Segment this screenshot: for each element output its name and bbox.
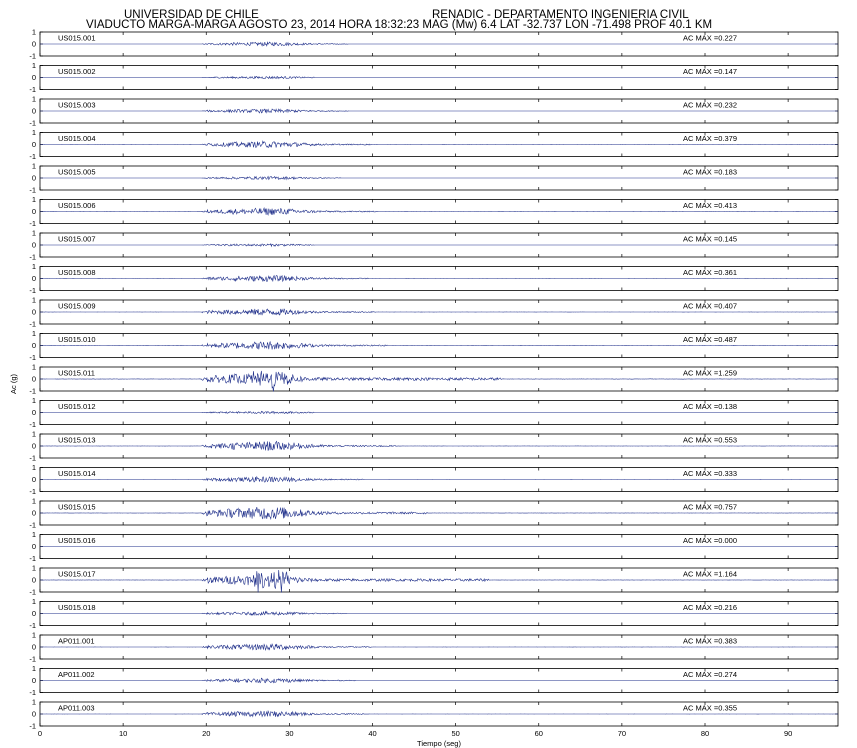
channel-panel <box>29 128 838 161</box>
y-tick-label: 0 <box>31 341 36 350</box>
y-tick-label: -1 <box>29 85 36 94</box>
channel-panel <box>29 28 838 61</box>
x-axis-label: Tiempo (seg) <box>417 739 461 748</box>
channel-panel <box>29 229 838 262</box>
y-tick-label: 0 <box>31 140 36 149</box>
channel-panel <box>29 463 838 496</box>
x-tick-label: 50 <box>451 729 460 738</box>
channel-label: US015.018 <box>58 603 96 612</box>
y-tick-label: 1 <box>31 128 36 137</box>
ac-max-label: AC MAX =0.757 <box>683 502 737 512</box>
y-tick-label: 1 <box>31 664 36 673</box>
waveform-line <box>40 42 838 46</box>
channel-label: US015.008 <box>58 268 96 277</box>
waveform-line <box>40 411 838 413</box>
waveform-line <box>40 76 838 78</box>
channel-panel <box>29 195 838 228</box>
y-tick-label: -1 <box>29 353 36 362</box>
x-tick-label: 40 <box>368 729 377 738</box>
y-tick-label: 1 <box>31 697 36 707</box>
ac-max-label: AC MAX =1.164 <box>683 569 737 579</box>
channel-panel <box>29 95 838 128</box>
waveform-line <box>40 176 838 179</box>
ac-max-label: AC MAX =0.183 <box>683 167 737 177</box>
y-tick-label: 1 <box>31 161 36 171</box>
ac-max-label: AC MAX =0.232 <box>683 100 737 110</box>
ac-max-label: AC MAX =0.216 <box>683 603 737 612</box>
y-tick-label: 0 <box>31 709 36 719</box>
ac-max-label: AC MAX =0.383 <box>683 636 737 646</box>
y-tick-label: 0 <box>31 106 36 116</box>
ac-max-label: AC MAX =0.147 <box>683 67 737 76</box>
channel-label: AP011.003 <box>58 703 95 713</box>
ac-max-label: AC MAX =0.413 <box>683 201 737 210</box>
y-tick-label: 0 <box>31 240 36 250</box>
ac-max-label: AC MAX =0.487 <box>683 335 737 344</box>
channel-label: US015.016 <box>58 536 96 545</box>
header-institution: UNIVERSIDAD DE CHILE <box>124 9 259 21</box>
y-tick-label: -1 <box>29 386 36 396</box>
channel-panel <box>29 530 838 563</box>
y-tick-label: -1 <box>29 520 36 530</box>
channel-panel <box>29 430 838 463</box>
ac-max-label: AC MAX =0.553 <box>683 435 737 445</box>
y-tick-label: -1 <box>29 118 36 128</box>
y-tick-label: 1 <box>31 295 36 305</box>
channel-panel <box>29 698 838 731</box>
channel-label: AP011.002 <box>58 670 95 679</box>
x-tick-label: 20 <box>202 729 211 738</box>
x-tick-label: 0 <box>37 729 43 738</box>
ac-max-label: AC MAX =0.333 <box>683 469 737 478</box>
channel-panel <box>29 597 838 630</box>
channel-panel <box>29 396 838 429</box>
x-tick-label: 70 <box>617 729 627 738</box>
x-tick-label: 90 <box>783 729 793 738</box>
x-tick-label: 30 <box>285 729 294 738</box>
y-tick-label: 1 <box>31 563 36 573</box>
ac-max-label: AC MAX =0.000 <box>683 536 737 545</box>
y-tick-label: 1 <box>31 530 36 539</box>
y-tick-label: 0 <box>31 39 36 49</box>
header-department: RENADIC - DEPARTAMENTO INGENIERIA CIVIL <box>432 9 689 21</box>
y-tick-label: 1 <box>31 396 36 405</box>
y-tick-label: 1 <box>31 496 36 506</box>
y-tick-label: 0 <box>31 73 36 82</box>
y-tick-label: -1 <box>29 654 36 664</box>
channel-label: US015.009 <box>58 301 96 311</box>
ac-max-label: AC MAX =0.407 <box>683 301 737 311</box>
y-tick-label: 1 <box>31 94 36 104</box>
channel-panel <box>29 363 838 396</box>
ac-max-label: AC MAX =0.355 <box>683 703 737 713</box>
y-tick-label: 0 <box>31 642 36 652</box>
channel-label: US015.014 <box>58 469 96 478</box>
y-tick-label: -1 <box>29 420 36 429</box>
channel-panel <box>29 262 838 295</box>
y-tick-label: 1 <box>31 27 36 37</box>
y-tick-label: -1 <box>29 721 36 731</box>
channel-label: US015.017 <box>58 569 96 579</box>
y-tick-label: 1 <box>31 329 36 338</box>
channel-panel <box>29 296 838 329</box>
y-tick-label: 0 <box>31 173 36 183</box>
y-tick-label: -1 <box>29 453 36 463</box>
ac-max-label: AC MAX =0.227 <box>683 33 737 43</box>
channel-panel <box>29 329 838 362</box>
y-tick-label: -1 <box>29 152 36 161</box>
y-tick-label: 0 <box>31 609 36 618</box>
ac-max-label: AC MAX =0.274 <box>683 670 737 679</box>
y-tick-label: 1 <box>31 228 36 238</box>
y-tick-label: -1 <box>29 286 36 295</box>
channel-label: US015.010 <box>58 335 96 344</box>
channel-panel <box>29 497 838 530</box>
y-tick-label: 1 <box>31 362 36 372</box>
y-tick-label: -1 <box>29 319 36 329</box>
y-tick-label: 0 <box>31 374 36 384</box>
x-tick-label: 80 <box>700 729 710 738</box>
y-tick-label: 0 <box>31 441 36 451</box>
ac-max-label: AC MAX =1.259 <box>683 368 737 378</box>
y-tick-label: 0 <box>31 475 36 484</box>
channel-label: US015.006 <box>58 201 96 210</box>
channel-label: US015.004 <box>58 134 96 143</box>
channel-panel <box>29 664 838 697</box>
channel-label: AP011.001 <box>58 636 95 646</box>
y-axis-label: Ac (g) <box>9 373 18 395</box>
channel-label: US015.012 <box>58 402 96 411</box>
y-tick-label: -1 <box>29 621 36 630</box>
channel-label: US015.011 <box>58 368 95 378</box>
waveform-line <box>40 109 838 113</box>
y-tick-label: 1 <box>31 195 36 204</box>
y-tick-label: 1 <box>31 262 36 271</box>
y-tick-label: 0 <box>31 508 36 518</box>
ac-max-label: AC MAX =0.361 <box>683 268 737 277</box>
header-event-info: VIADUCTO MARGA-MARGA AGOSTO 23, 2014 HORA 18:32:23 MAG (Mw) 6.4 LAT -32.737 LON -71.498 PROF 40.1 KM <box>86 19 713 31</box>
channel-panel <box>29 564 838 597</box>
channel-panel <box>29 162 838 195</box>
y-tick-label: -1 <box>29 688 36 697</box>
ac-max-label: AC MAX =0.379 <box>683 134 737 143</box>
y-tick-label: -1 <box>29 219 36 228</box>
channel-label: US015.001 <box>58 33 96 43</box>
y-tick-label: 0 <box>31 408 36 417</box>
channel-panel <box>29 631 838 664</box>
x-tick-label: 10 <box>118 729 128 738</box>
channel-label: US015.013 <box>58 435 96 445</box>
y-tick-label: 0 <box>31 207 36 216</box>
y-tick-label: -1 <box>29 554 36 563</box>
channel-label: US015.015 <box>58 502 96 512</box>
y-tick-label: 1 <box>31 429 36 439</box>
y-tick-label: 1 <box>31 463 36 472</box>
y-tick-label: -1 <box>29 587 36 597</box>
x-tick-label: 60 <box>534 729 543 738</box>
y-tick-label: 0 <box>31 307 36 317</box>
y-tick-label: 0 <box>31 676 36 685</box>
ac-max-label: AC MAX =0.145 <box>683 234 737 244</box>
channel-label: US015.007 <box>58 234 96 244</box>
waveform-line <box>40 612 838 616</box>
y-tick-label: -1 <box>29 487 36 496</box>
channel-label: US015.005 <box>58 167 96 177</box>
y-tick-label: 0 <box>31 542 36 551</box>
channel-label: US015.002 <box>58 67 96 76</box>
y-tick-label: -1 <box>29 51 36 61</box>
y-tick-label: 1 <box>31 61 36 70</box>
y-tick-label: 0 <box>31 575 36 585</box>
y-tick-label: -1 <box>29 252 36 262</box>
y-tick-label: 0 <box>31 274 36 283</box>
y-tick-label: -1 <box>29 185 36 195</box>
channel-panel <box>29 61 838 94</box>
channel-label: US015.003 <box>58 100 96 110</box>
y-tick-label: 1 <box>31 630 36 640</box>
y-tick-label: 1 <box>31 597 36 606</box>
waveform-line <box>40 244 838 247</box>
ac-max-label: AC MAX =0.138 <box>683 402 737 411</box>
